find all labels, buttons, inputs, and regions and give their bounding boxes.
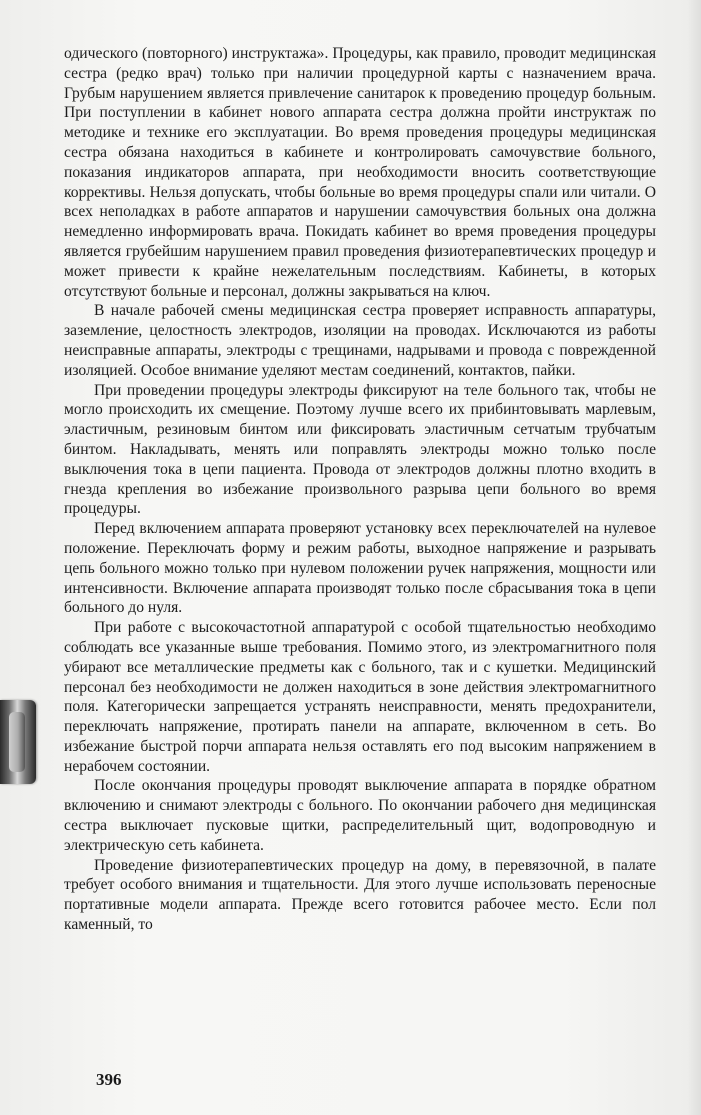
paragraph-5: При работе с высокочастотной аппаратурой с особой тщательностью необходимо соблюдать все указанные выше требования. Помимо этого, из электромагнитного поля убирают все металлические предметы как с больного, так и с кушетки. Медицинский персонал без необходимости не должен находиться в зоне действия электромагнитного поля. Категорически запрещается устранять неисправности, менять предохранители, переключать напряжение, протирать панели на аппарате, включенном в сеть. Во избежание быстрой порчи аппарата нельзя оставлять его под высоким напряжением в нерабочем состоянии.: [64, 619, 656, 775]
binder-clip: [0, 700, 36, 784]
page-edge-shadow: [687, 0, 701, 1115]
page-number: 396: [96, 1070, 122, 1089]
paragraph-2: В начале рабочей смены медицинская сестра проверяет исправность аппаратуры, заземление, целостность электродов, изоляции на проводах. Исключаются из работы неисправные аппараты, электроды с трещинами, надрывами и провода с поврежденной изоляцией. Особое внимание уделяют местам соединений, контактов, пайки.: [64, 302, 656, 379]
paragraph-1: одического (повторного) инструктажа». Процедуры, как правило, проводит медицинская сестра (редко врач) только при наличии процедурной карты с назначением врача. Грубым нарушением является привлечение санитарок к проведению процедур больным. При поступлении в кабинет нового аппарата сестра должна пройти инструктаж по методике и технике его эксплуатации. Во время проведения процедуры медицинская сестра обязана находиться в кабинете и контролировать самочувствие больного, показания индикаторов аппарата, при необходимости вносить соответствующие коррективы. Нельзя допускать, чтобы больные во время процедуры спали или читали. О всех неполадках в работе аппаратов и нарушении самочувствия больных она должна немедленно информировать врача. Покидать кабинет во время проведения процедуры является грубейшим нарушением правил проведения физиотерапевтических процедур и может привести к крайне нежелательным последствиям. Кабинеты, в которых отсутствуют больные и персонал, должны закрываться на ключ.: [64, 45, 656, 300]
body-text: [64, 44, 656, 935]
paragraph-3: При проведении процедуры электроды фиксируют на теле больного так, чтобы не могло происходить их смещение. Поэтому лучше всего их прибинтовывать марлевым, эластичным, резиновым бинтом или фиксировать эластичным сетчатым трубчатым бинтом. Накладывать, менять или поправлять электроды можно только после выключения тока в цепи пациента. Провода от электродов должны плотно входить в гнезда крепления во избежание произвольного разрыва цепи больного во время процедуры.: [64, 381, 656, 518]
paragraph-7: Проведение физиотерапевтических процедур на дому, в перевязочной, в палате требует особого внимания и тщательности. Для этого лучше использовать переносные портативные модели аппарата. Прежде всего готовится рабочее место. Если пол каменный, то: [64, 856, 656, 934]
paragraph-4: Перед включением аппарата проверяют установку всех переключателей на нулевое положение. Переключать форму и режим работы, выходное напряжение и разрывать цепь больного можно только при нулевом положении ручек напряжения, мощности или интенсивности. Включение аппарата производят только после сбрасывания тока в цепи больного до нуля.: [64, 520, 656, 617]
paragraph-6: После окончания процедуры проводят выключение аппарата в порядке обратном включению и снимают электроды с больного. По окончании рабочего дня медицинская сестра выключает пусковые щитки, распределительный щит, водопроводную и электрическую сеть кабинета.: [64, 777, 656, 854]
